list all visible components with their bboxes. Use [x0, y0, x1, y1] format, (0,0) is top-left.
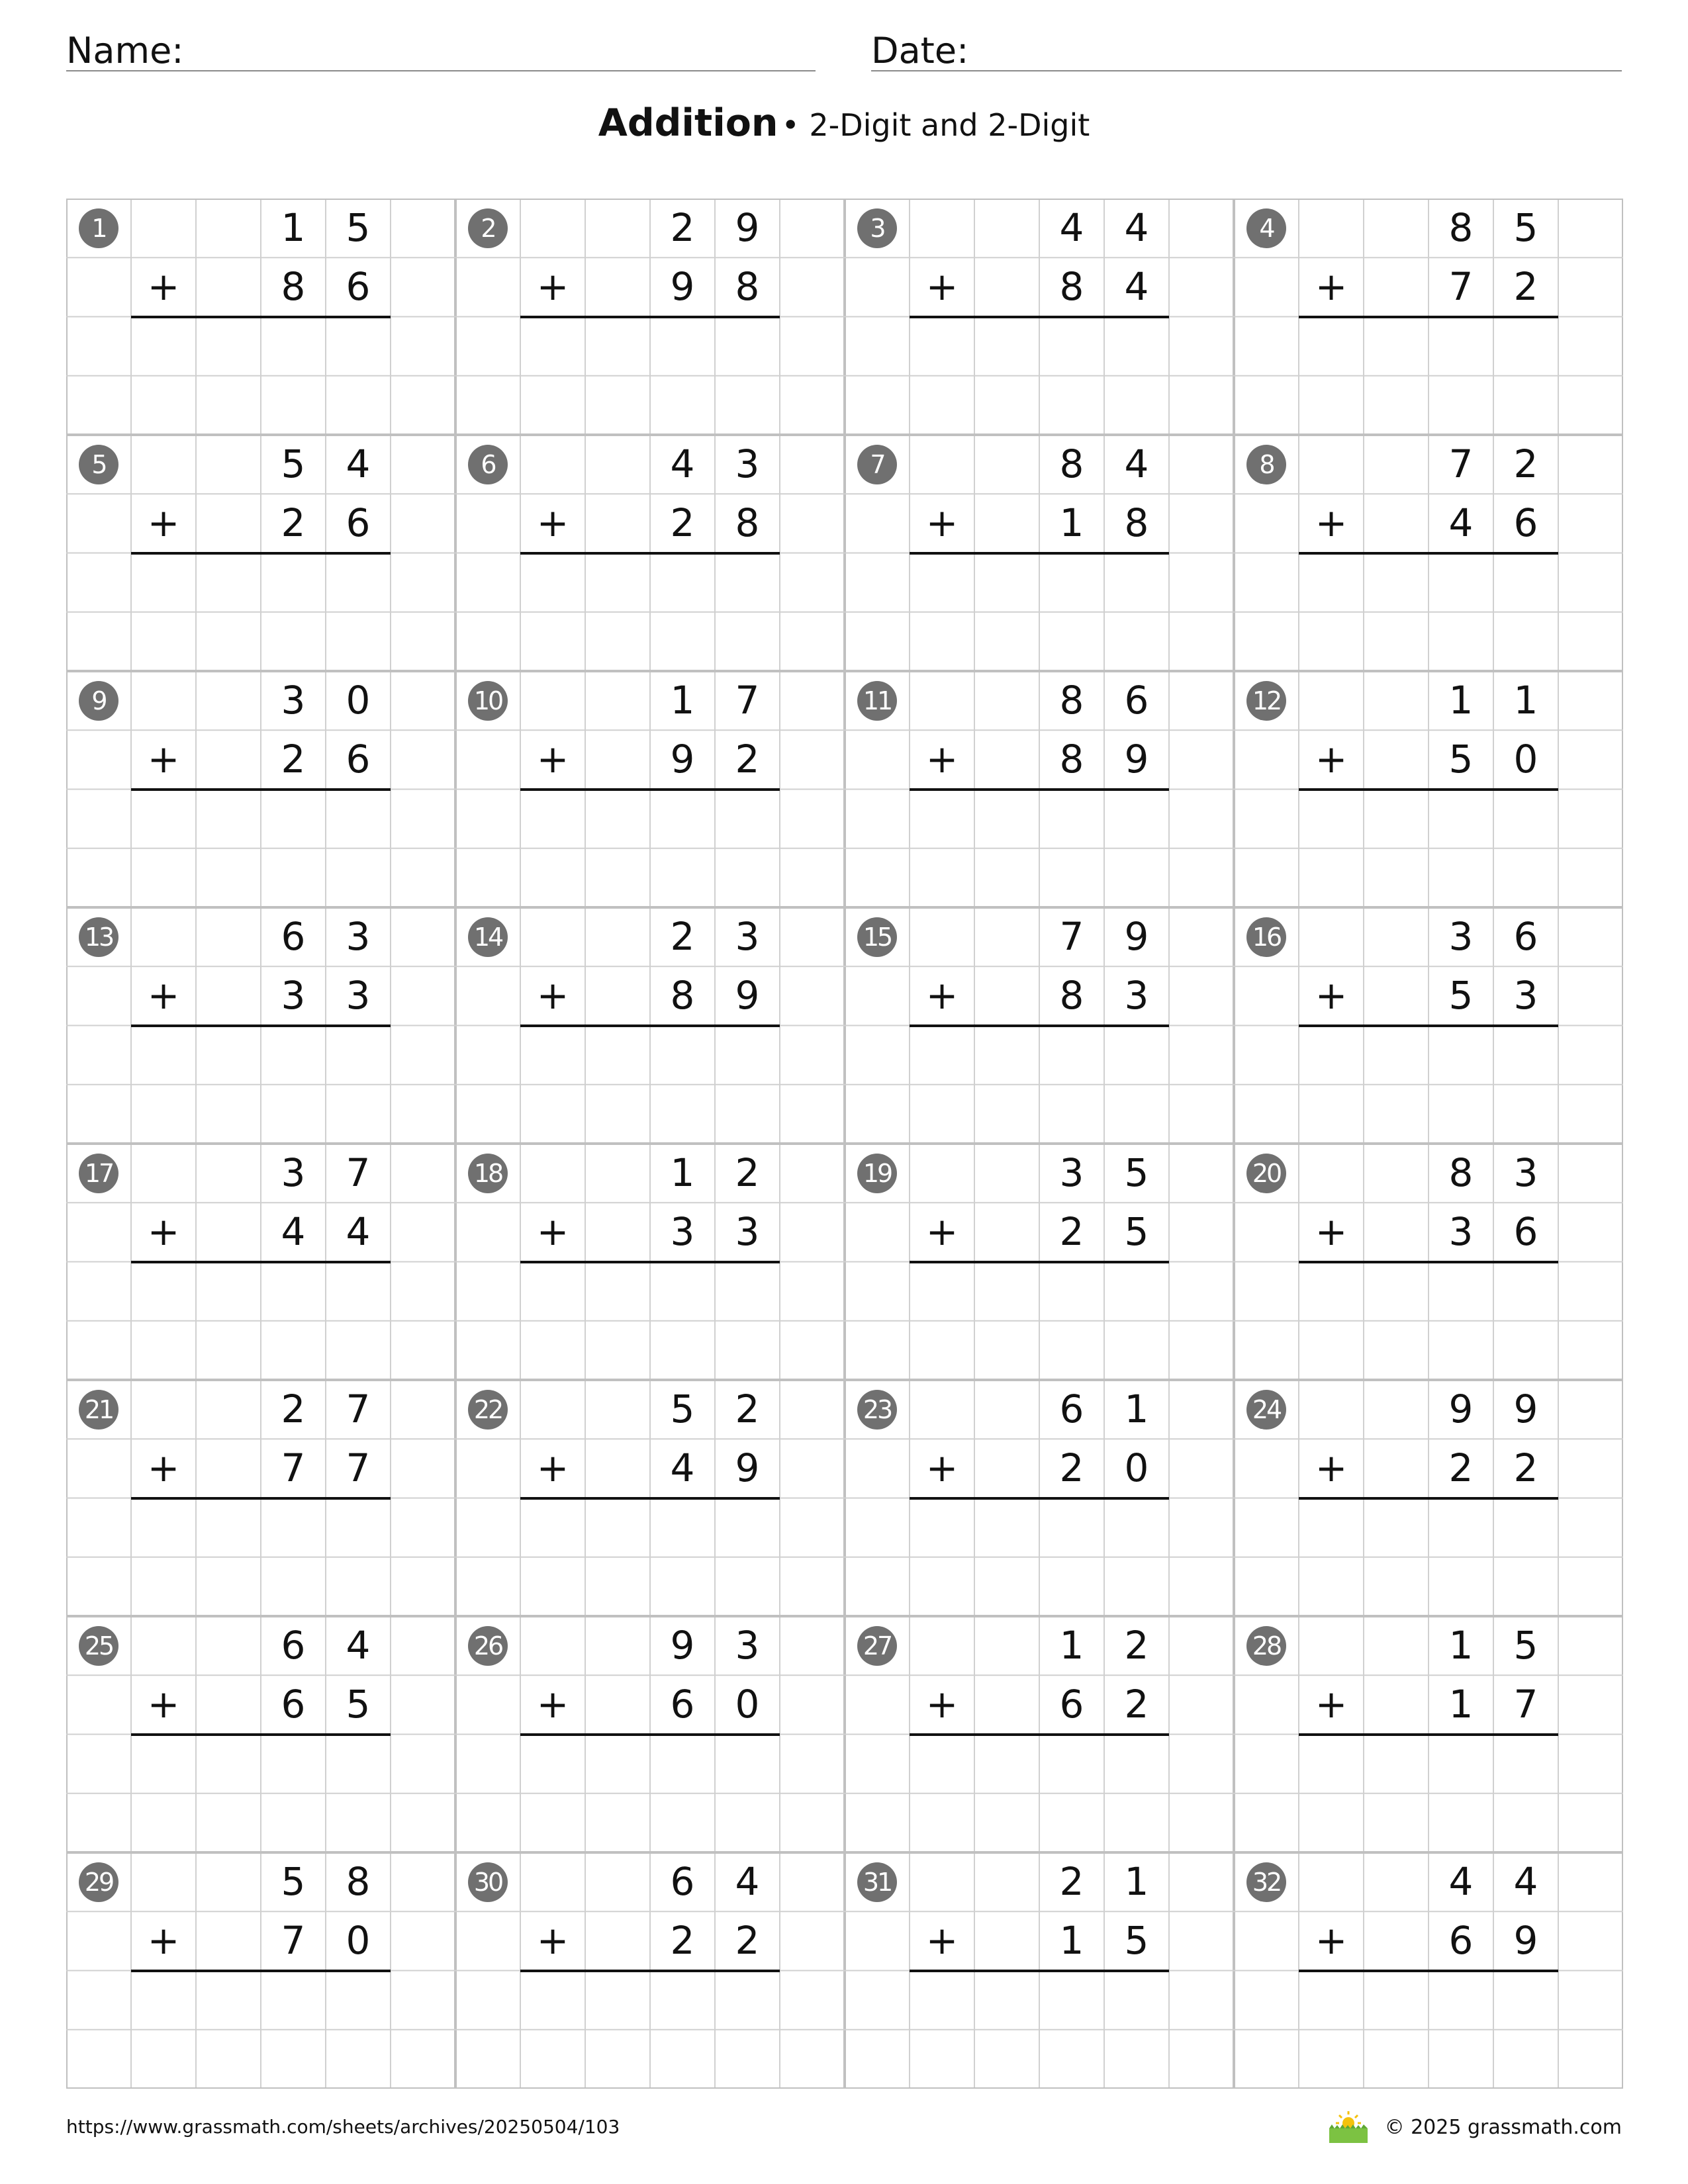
addend-bottom-digit: 4 — [281, 1209, 306, 1255]
plus-sign: + — [536, 1682, 569, 1727]
answer-line — [520, 552, 780, 555]
addend-top-digit: 5 — [346, 205, 371, 250]
addend-bottom-digit: 7 — [346, 1445, 371, 1491]
addend-bottom-digit: 5 — [346, 1682, 371, 1727]
addend-top-digit: 8 — [1059, 441, 1084, 486]
problem-block[interactable] — [845, 199, 1234, 435]
problem-block[interactable] — [845, 1616, 1234, 1852]
addend-top-digit: 2 — [1124, 1623, 1149, 1668]
answer-line — [1299, 1024, 1558, 1027]
problem-number-badge: 11 — [857, 681, 897, 721]
problem-number-badge: 7 — [857, 445, 897, 484]
addend-bottom-digit: 3 — [281, 973, 306, 1019]
addend-top-digit: 3 — [1059, 1150, 1084, 1195]
addend-bottom-digit: 2 — [1448, 1445, 1474, 1491]
addend-bottom-digit: 6 — [346, 264, 371, 310]
title-main: Addition — [598, 101, 778, 145]
answer-line — [910, 1733, 1169, 1736]
problem-grid — [66, 199, 1623, 2089]
answer-line — [910, 552, 1169, 555]
problem-block[interactable] — [455, 1380, 845, 1616]
addend-bottom-digit: 4 — [346, 1209, 371, 1255]
problem-block[interactable] — [455, 435, 845, 671]
addend-top-digit: 1 — [1059, 1623, 1084, 1668]
problem-block[interactable] — [845, 1852, 1234, 2089]
problem-block[interactable] — [455, 907, 845, 1144]
addend-bottom-digit: 5 — [1124, 1209, 1149, 1255]
problem-number-badge: 23 — [857, 1390, 897, 1430]
plus-sign: + — [1315, 1209, 1348, 1255]
addend-top-digit: 4 — [670, 441, 695, 486]
addend-bottom-digit: 0 — [735, 1682, 760, 1727]
addend-top-digit: 4 — [1513, 1859, 1538, 1904]
answer-line — [131, 1733, 391, 1736]
addend-top-digit: 1 — [670, 678, 695, 723]
answer-line — [131, 1024, 391, 1027]
problem-number-badge: 31 — [857, 1862, 897, 1902]
plus-sign: + — [536, 500, 569, 546]
plus-sign: + — [1315, 1682, 1348, 1727]
addend-top-digit: 4 — [1448, 1859, 1474, 1904]
answer-line — [131, 1970, 391, 1972]
answer-line — [520, 1970, 780, 1972]
addend-top-digit: 1 — [1448, 678, 1474, 723]
addend-bottom-digit: 1 — [1059, 1918, 1084, 1964]
addend-bottom-digit: 8 — [1059, 264, 1084, 310]
addend-top-digit: 5 — [281, 1859, 306, 1904]
plus-sign: + — [1315, 1445, 1348, 1491]
plus-sign: + — [1315, 737, 1348, 782]
addend-bottom-digit: 2 — [1059, 1209, 1084, 1255]
problem-number-badge: 28 — [1246, 1626, 1286, 1666]
name-field[interactable] — [66, 24, 816, 71]
answer-line — [520, 788, 780, 791]
problem-number-badge: 25 — [79, 1626, 118, 1666]
answer-line — [520, 1024, 780, 1027]
addend-bottom-digit: 8 — [1059, 737, 1084, 782]
problem-number-badge: 4 — [1246, 208, 1286, 248]
problem-block[interactable] — [66, 1616, 455, 1852]
plus-sign: + — [925, 1918, 959, 1964]
problem-block[interactable] — [66, 435, 455, 671]
plus-sign: + — [536, 1209, 569, 1255]
problem-block[interactable] — [1234, 907, 1623, 1144]
answer-line — [1299, 316, 1558, 318]
plus-sign: + — [536, 1445, 569, 1491]
plus-sign: + — [536, 737, 569, 782]
addend-bottom-digit: 7 — [281, 1918, 306, 1964]
addend-top-digit: 2 — [670, 914, 695, 959]
answer-line — [1299, 1261, 1558, 1263]
answer-line — [910, 1261, 1169, 1263]
answer-line — [1299, 1497, 1558, 1500]
addend-top-digit: 1 — [1448, 1623, 1474, 1668]
problem-block[interactable] — [66, 1380, 455, 1616]
addend-top-digit: 6 — [1124, 678, 1149, 723]
addend-top-digit: 3 — [735, 1623, 760, 1668]
addend-bottom-digit: 8 — [670, 973, 695, 1019]
addend-bottom-digit: 6 — [670, 1682, 695, 1727]
plus-sign: + — [147, 1682, 180, 1727]
addend-top-digit: 2 — [1059, 1859, 1084, 1904]
answer-line — [131, 316, 391, 318]
addend-top-digit: 4 — [1124, 205, 1149, 250]
addend-top-digit: 1 — [1513, 678, 1538, 723]
addend-bottom-digit: 9 — [670, 737, 695, 782]
addend-bottom-digit: 6 — [281, 1682, 306, 1727]
problem-number-badge: 21 — [79, 1390, 118, 1430]
problem-number-badge: 19 — [857, 1154, 897, 1193]
addend-bottom-digit: 3 — [735, 1209, 760, 1255]
addend-top-digit: 7 — [735, 678, 760, 723]
plus-sign: + — [147, 1209, 180, 1255]
problem-block[interactable] — [66, 1852, 455, 2089]
addend-top-digit: 9 — [1513, 1387, 1538, 1432]
addend-top-digit: 9 — [1448, 1387, 1474, 1432]
problem-block[interactable] — [1234, 671, 1623, 907]
plus-sign: + — [1315, 264, 1348, 310]
problem-block[interactable] — [1234, 1852, 1623, 2089]
plus-sign: + — [536, 264, 569, 310]
addend-bottom-digit: 1 — [1448, 1682, 1474, 1727]
answer-line — [520, 1733, 780, 1736]
addend-top-digit: 7 — [1448, 441, 1474, 486]
addend-top-digit: 5 — [1513, 205, 1538, 250]
problem-number-badge: 6 — [468, 445, 508, 484]
plus-sign: + — [1315, 1918, 1348, 1964]
addend-top-digit: 3 — [1513, 1150, 1538, 1195]
addend-bottom-digit: 2 — [670, 500, 695, 546]
addend-bottom-digit: 6 — [346, 500, 371, 546]
addend-bottom-digit: 2 — [1513, 1445, 1538, 1491]
problem-block[interactable] — [455, 1852, 845, 2089]
addend-top-digit: 7 — [1059, 914, 1084, 959]
problem-number-badge: 9 — [79, 681, 118, 721]
addend-bottom-digit: 3 — [1448, 1209, 1474, 1255]
problem-block[interactable] — [1234, 1144, 1623, 1380]
addend-bottom-digit: 8 — [1059, 973, 1084, 1019]
addend-bottom-digit: 6 — [1513, 1209, 1538, 1255]
problem-number-badge: 27 — [857, 1626, 897, 1666]
addend-bottom-digit: 9 — [1513, 1918, 1538, 1964]
addend-top-digit: 1 — [281, 205, 306, 250]
addend-top-digit: 8 — [1448, 1150, 1474, 1195]
addend-bottom-digit: 7 — [281, 1445, 306, 1491]
answer-line — [131, 1261, 391, 1263]
addend-bottom-digit: 0 — [1124, 1445, 1149, 1491]
addend-bottom-digit: 9 — [735, 1445, 760, 1491]
problem-number-badge: 12 — [1246, 681, 1286, 721]
addend-top-digit: 2 — [735, 1387, 760, 1432]
addend-top-digit: 6 — [1059, 1387, 1084, 1432]
problem-number-badge: 24 — [1246, 1390, 1286, 1430]
addend-bottom-digit: 6 — [1059, 1682, 1084, 1727]
problem-number-badge: 22 — [468, 1390, 508, 1430]
plus-sign: + — [147, 500, 180, 546]
problem-number-badge: 2 — [468, 208, 508, 248]
problem-block[interactable] — [66, 907, 455, 1144]
addend-top-digit: 2 — [670, 205, 695, 250]
problem-number-badge: 5 — [79, 445, 118, 484]
addend-top-digit: 6 — [281, 1623, 306, 1668]
problem-block[interactable] — [66, 671, 455, 907]
addend-top-digit: 4 — [346, 441, 371, 486]
addend-bottom-digit: 3 — [1513, 973, 1538, 1019]
addend-bottom-digit: 8 — [735, 264, 760, 310]
problem-number-badge: 16 — [1246, 917, 1286, 957]
addend-bottom-digit: 3 — [346, 973, 371, 1019]
addend-top-digit: 7 — [346, 1150, 371, 1195]
addend-top-digit: 1 — [1124, 1859, 1149, 1904]
addend-top-digit: 5 — [670, 1387, 695, 1432]
plus-sign: + — [147, 1445, 180, 1491]
addend-top-digit: 5 — [1513, 1623, 1538, 1668]
addend-top-digit: 4 — [1124, 441, 1149, 486]
footer-url[interactable]: https://www.grassmath.com/sheets/archives/20250504/103 — [66, 2116, 620, 2138]
addend-bottom-digit: 9 — [670, 264, 695, 310]
addend-bottom-digit: 0 — [346, 1918, 371, 1964]
addend-bottom-digit: 8 — [281, 264, 306, 310]
addend-top-digit: 3 — [281, 1150, 306, 1195]
addend-top-digit: 4 — [735, 1859, 760, 1904]
problem-block[interactable] — [66, 1144, 455, 1380]
addend-bottom-digit: 4 — [1448, 500, 1474, 546]
addend-top-digit: 3 — [735, 441, 760, 486]
plus-sign: + — [147, 1918, 180, 1964]
problem-number-badge: 20 — [1246, 1154, 1286, 1193]
grass-sun-logo-icon — [1327, 2105, 1370, 2148]
addend-top-digit: 6 — [281, 914, 306, 959]
answer-line — [520, 316, 780, 318]
answer-line — [910, 788, 1169, 791]
addend-bottom-digit: 2 — [1124, 1682, 1149, 1727]
problem-block[interactable] — [455, 1616, 845, 1852]
problem-block[interactable] — [455, 1144, 845, 1380]
addend-top-digit: 2 — [1513, 441, 1538, 486]
addend-bottom-digit: 8 — [735, 500, 760, 546]
title-subtitle: • 2-Digit and 2-Digit — [781, 107, 1090, 143]
worksheet-title — [0, 101, 1688, 145]
answer-line — [1299, 1970, 1558, 1972]
addend-top-digit: 1 — [670, 1150, 695, 1195]
addend-bottom-digit: 5 — [1448, 973, 1474, 1019]
addend-top-digit: 7 — [346, 1387, 371, 1432]
problem-block[interactable] — [845, 907, 1234, 1144]
addend-top-digit: 8 — [1448, 205, 1474, 250]
addend-top-digit: 8 — [1059, 678, 1084, 723]
date-field[interactable] — [871, 24, 1622, 71]
problem-number-badge: 13 — [79, 917, 118, 957]
problem-number-badge: 3 — [857, 208, 897, 248]
plus-sign: + — [925, 264, 959, 310]
problem-block[interactable] — [1234, 199, 1623, 435]
addend-bottom-digit: 2 — [670, 1918, 695, 1964]
addend-bottom-digit: 2 — [735, 737, 760, 782]
addend-bottom-digit: 3 — [1124, 973, 1149, 1019]
problem-block[interactable] — [1234, 1380, 1623, 1616]
answer-line — [910, 1970, 1169, 1972]
problem-block[interactable] — [845, 1380, 1234, 1616]
plus-sign: + — [925, 737, 959, 782]
answer-line — [910, 316, 1169, 318]
plus-sign: + — [1315, 500, 1348, 546]
answer-line — [131, 788, 391, 791]
answer-line — [910, 1497, 1169, 1500]
problem-block[interactable] — [455, 199, 845, 435]
addend-bottom-digit: 6 — [1448, 1918, 1474, 1964]
addend-top-digit: 6 — [1513, 914, 1538, 959]
addend-bottom-digit: 5 — [1448, 737, 1474, 782]
problem-number-badge: 18 — [468, 1154, 508, 1193]
problem-number-badge: 10 — [468, 681, 508, 721]
problem-block[interactable] — [1234, 1616, 1623, 1852]
addend-bottom-digit: 0 — [1513, 737, 1538, 782]
footer-copyright: © 2025 grassmath.com — [1384, 2116, 1622, 2139]
addend-top-digit: 5 — [1124, 1150, 1149, 1195]
addend-top-digit: 3 — [735, 914, 760, 959]
problem-number-badge: 1 — [79, 208, 118, 248]
addend-bottom-digit: 2 — [1513, 264, 1538, 310]
problem-number-badge: 17 — [79, 1154, 118, 1193]
addend-top-digit: 5 — [281, 441, 306, 486]
problem-number-badge: 26 — [468, 1626, 508, 1666]
addend-top-digit: 9 — [670, 1623, 695, 1668]
addend-bottom-digit: 9 — [1124, 737, 1149, 782]
addend-top-digit: 6 — [670, 1859, 695, 1904]
plus-sign: + — [536, 1918, 569, 1964]
plus-sign: + — [1315, 973, 1348, 1019]
problem-number-badge: 30 — [468, 1862, 508, 1902]
addend-top-digit: 2 — [281, 1387, 306, 1432]
addend-top-digit: 1 — [1124, 1387, 1149, 1432]
addend-top-digit: 2 — [735, 1150, 760, 1195]
problem-block[interactable] — [845, 1144, 1234, 1380]
answer-line — [1299, 552, 1558, 555]
plus-sign: + — [147, 264, 180, 310]
addend-bottom-digit: 8 — [1124, 500, 1149, 546]
addend-top-digit: 8 — [346, 1859, 371, 1904]
addend-bottom-digit: 7 — [1448, 264, 1474, 310]
addend-bottom-digit: 4 — [670, 1445, 695, 1491]
addend-bottom-digit: 2 — [281, 500, 306, 546]
addend-top-digit: 4 — [346, 1623, 371, 1668]
plus-sign: + — [925, 973, 959, 1019]
answer-line — [1299, 788, 1558, 791]
problem-block[interactable] — [1234, 435, 1623, 671]
addend-bottom-digit: 3 — [670, 1209, 695, 1255]
addend-top-digit: 3 — [281, 678, 306, 723]
name-label: Name: — [66, 30, 184, 71]
problem-number-badge: 29 — [79, 1862, 118, 1902]
addend-bottom-digit: 6 — [346, 737, 371, 782]
plus-sign: + — [925, 500, 959, 546]
addend-bottom-digit: 2 — [281, 737, 306, 782]
problem-block[interactable] — [845, 671, 1234, 907]
answer-line — [131, 1497, 391, 1500]
addend-top-digit: 3 — [346, 914, 371, 959]
plus-sign: + — [147, 973, 180, 1019]
answer-line — [520, 1261, 780, 1263]
addend-bottom-digit: 1 — [1059, 500, 1084, 546]
problem-block[interactable] — [845, 435, 1234, 671]
addend-top-digit: 3 — [1448, 914, 1474, 959]
plus-sign: + — [925, 1445, 959, 1491]
addend-top-digit: 9 — [735, 205, 760, 250]
plus-sign: + — [925, 1682, 959, 1727]
problem-block[interactable] — [455, 671, 845, 907]
addend-top-digit: 9 — [1124, 914, 1149, 959]
plus-sign: + — [925, 1209, 959, 1255]
plus-sign: + — [147, 737, 180, 782]
answer-line — [910, 1024, 1169, 1027]
addend-bottom-digit: 7 — [1513, 1682, 1538, 1727]
problem-number-badge: 14 — [468, 917, 508, 957]
problem-block[interactable] — [66, 199, 455, 435]
addend-bottom-digit: 5 — [1124, 1918, 1149, 1964]
problem-number-badge: 15 — [857, 917, 897, 957]
problem-number-badge: 8 — [1246, 445, 1286, 484]
answer-line — [1299, 1733, 1558, 1736]
addend-top-digit: 4 — [1059, 205, 1084, 250]
addend-top-digit: 0 — [346, 678, 371, 723]
date-label: Date: — [871, 30, 969, 71]
addend-bottom-digit: 4 — [1124, 264, 1149, 310]
answer-line — [131, 552, 391, 555]
addend-bottom-digit: 6 — [1513, 500, 1538, 546]
addend-bottom-digit: 2 — [1059, 1445, 1084, 1491]
addend-bottom-digit: 9 — [735, 973, 760, 1019]
problem-number-badge: 32 — [1246, 1862, 1286, 1902]
addend-bottom-digit: 2 — [735, 1918, 760, 1964]
answer-line — [520, 1497, 780, 1500]
plus-sign: + — [536, 973, 569, 1019]
